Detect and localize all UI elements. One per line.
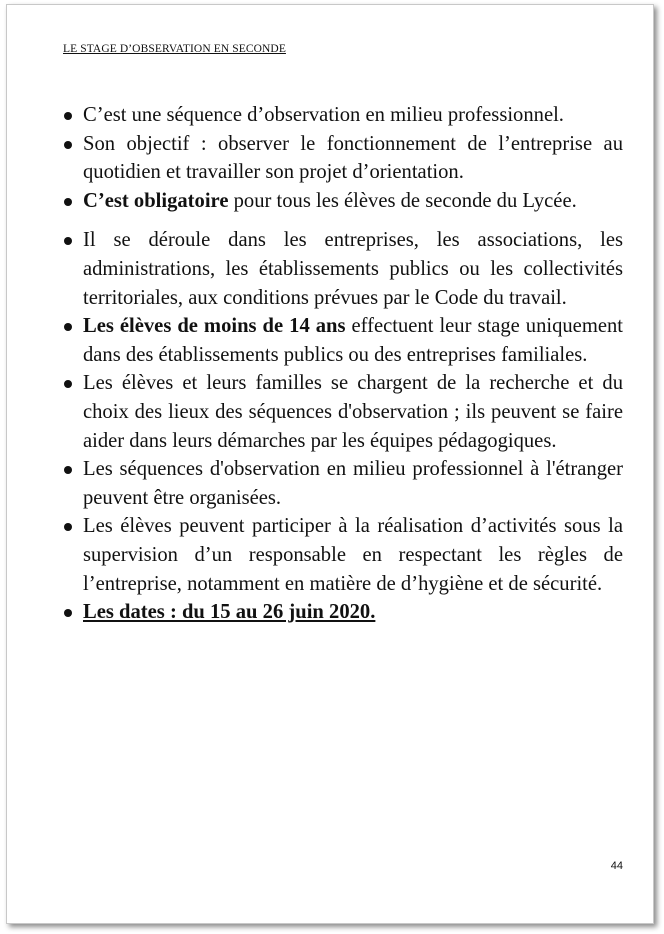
bullet-bold-text: Les élèves de moins de 14 ans <box>83 315 346 338</box>
bullet-icon <box>64 323 72 331</box>
bullet-text: C’est une séquence d’observation en milieu professionnel. <box>83 104 564 126</box>
bullet-icon <box>64 523 72 531</box>
bullet-icon <box>64 198 72 206</box>
bullet-icon <box>64 141 72 149</box>
page-number: 44 <box>610 860 623 872</box>
bullet-text: Il se déroule dans les entreprises, les associations, les administrations, les établissements publics ou les collectivités territoriales, aux conditions prévues par le Code du travail. <box>83 229 623 309</box>
bullet-icon <box>64 466 72 474</box>
bullet-bold-text: C’est obligatoire <box>83 189 229 212</box>
bullet-icon <box>64 609 72 617</box>
list-item <box>61 226 623 312</box>
bullet-icon <box>64 237 72 245</box>
page-header: LE STAGE D’OBSERVATION EN SECONDE <box>63 43 286 55</box>
list-item <box>61 312 623 369</box>
bullet-icon <box>64 112 72 120</box>
bullet-list <box>61 101 623 627</box>
list-item <box>61 130 623 187</box>
bullet-text: pour tous les élèves de seconde du Lycée. <box>228 189 577 212</box>
bullet-text: Son objectif : observer le fonctionnement de l’entreprise au quotidien et travailler son projet d’orientation. <box>83 132 623 184</box>
bullet-text: Les élèves et leurs familles se chargent de la recherche et du choix des lieux des séquences d'observation ; ils peuvent se faire aider dans leurs démarches par les équipes pédagogiques. <box>83 372 623 452</box>
document-page <box>6 4 654 924</box>
list-item <box>61 512 623 598</box>
dates-text: Les dates : du 15 au 26 juin 2020. <box>83 601 376 624</box>
bullet-text: Les séquences d'observation en milieu professionnel à l'étranger peuvent être organisées. <box>83 458 623 509</box>
bullet-text: Les élèves peuvent participer à la réalisation d’activités sous la supervision d’un responsable en respectant les règles de l’entreprise, notamment en matière de d’hygiène et de sécurité. <box>83 515 623 595</box>
bullet-text: effectuent leur stage uniquement dans des établissements publics ou des entreprises familiales. <box>83 315 623 366</box>
list-item <box>61 455 623 512</box>
list-item <box>61 598 623 627</box>
bullet-icon <box>64 380 72 388</box>
list-item <box>61 187 623 216</box>
list-item <box>61 101 623 130</box>
list-item <box>61 369 623 455</box>
